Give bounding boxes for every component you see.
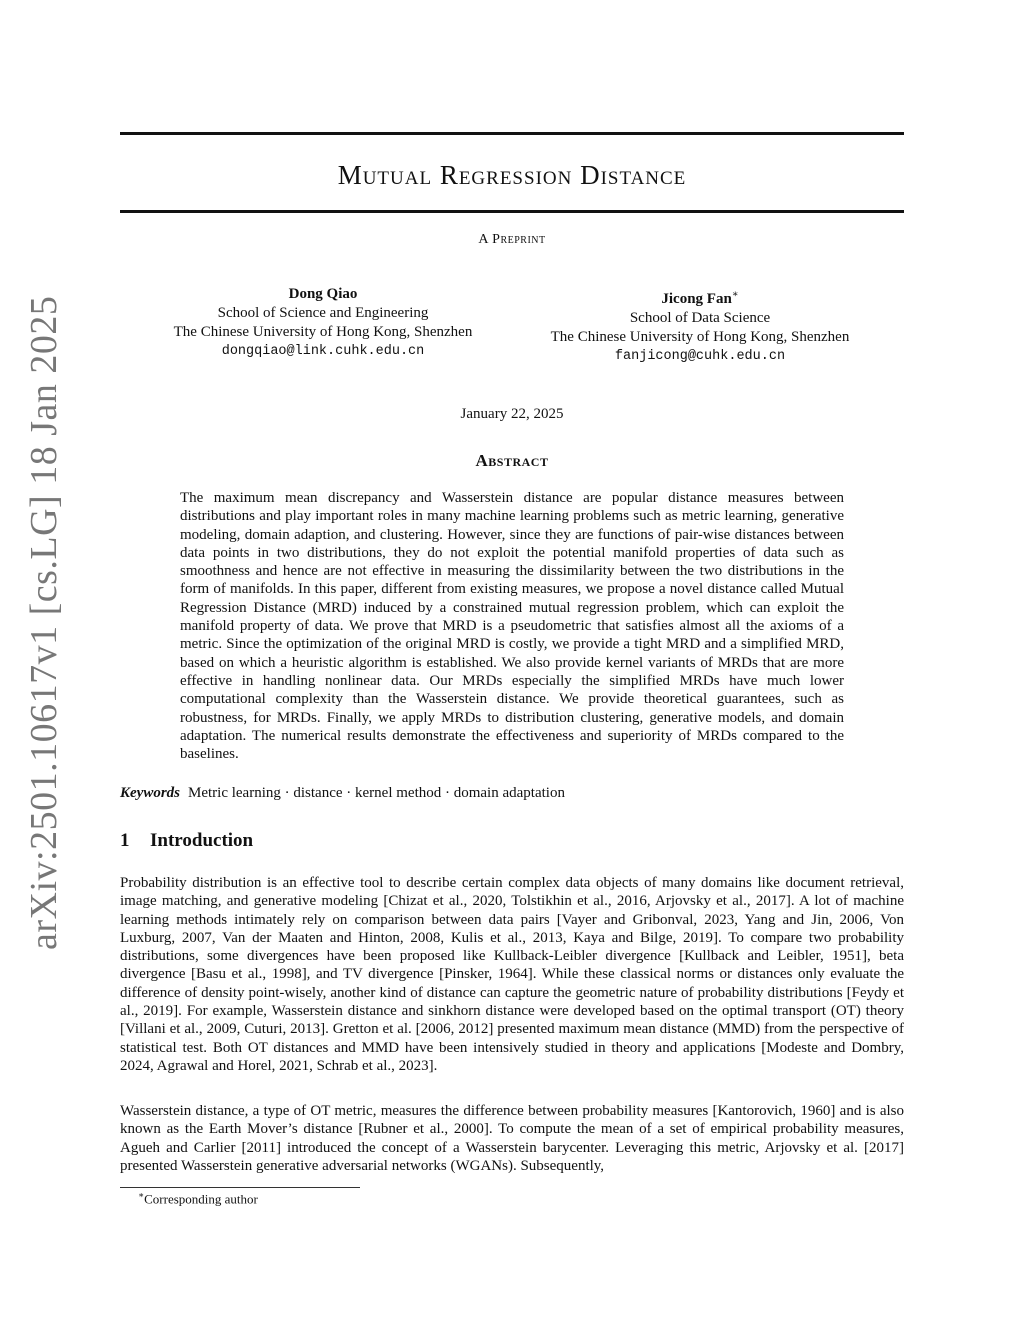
author-affiliation: The Chinese University of Hong Kong, Shenzhen bbox=[550, 329, 850, 345]
footnote-text: Corresponding author bbox=[144, 1191, 258, 1207]
keywords-text: Metric learning · distance · kernel method · domain adaptation bbox=[188, 785, 565, 801]
author-affiliation: The Chinese University of Hong Kong, Shenzhen bbox=[173, 324, 473, 340]
footnote-mark: ∗ bbox=[138, 1190, 145, 1200]
publication-date: January 22, 2025 bbox=[460, 406, 564, 422]
author-name: Jicong Fan bbox=[661, 291, 732, 307]
author-name: Dong Qiao bbox=[288, 286, 358, 302]
footnote-mark[interactable]: ∗ bbox=[731, 289, 739, 300]
title-top-rule bbox=[120, 132, 904, 135]
author-block-1 bbox=[123, 285, 523, 361]
abstract-body: The maximum mean discrepancy and Wasserstein distance are popular distance measures between distributions and play important roles in many machine learning problems such as metric learning, generative modeling, domain adaption, and clustering. However, since they are functions of pair-wise distances between data points in two distributions, they do not exploit the potential manifold properties of data such as smoothness and hence are not effective in measuring the dissimilarity between the two distributions in the form of manifolds. In this paper, different from existing measures, we propose a novel distance called Mutual Regression Distance (MRD) induced by a constrained mutual regression problem, which can exploit the manifold property of data. We prove that MRD is a pseudometric that satisfies almost all the axioms of a metric. Since the optimization of the original MRD is costly, we provide a tight MRD and a simplified MRD, based on which a heuristic algorithm is established. We also provide kernel variants of MRDs that are more effective in handling nonlinear data. Our MRDs especially the simplified MRDs have much lower computational complexity than the Wasserstein distance. We provide theoretical guarantees, such as robustness, for MRDs. Finally, we apply MRDs to distribution clustering, generative models, and domain adaptation. The numerical results demonstrate the effectiveness and superiority of MRDs compared to the baselines. bbox=[180, 490, 844, 763]
author-email[interactable]: dongqiao@link.cuhk.edu.cn bbox=[221, 344, 425, 359]
author-name-line bbox=[500, 285, 900, 309]
author-affiliation: School of Science and Engineering bbox=[217, 305, 429, 321]
section-title: Introduction bbox=[150, 830, 254, 851]
keywords-label: Keywords bbox=[120, 785, 180, 801]
abstract-heading: Abstract bbox=[475, 451, 549, 470]
author-affiliation: School of Data Science bbox=[629, 310, 771, 326]
intro-paragraph-1: Probability distribution is an effective tool to describe certain complex data objects of many domains like document retrieval, image matching, and generative modeling [Chizat et al., 2020, Tolstikhin et al., 2016, Arjovsky et al., 2017]. A lot of machine learning methods intimately rely on comparison between data pairs [Vayer and Gribonval, 2023, Yang and Jin, 2006, Von Luxburg, 2007, Van der Maaten and Hinton, 2008, Kulis et al., 2013, Kaya and Bilge, 2019]. To compare two probability distributions, some divergences have been proposed like Kullback-Leibler divergence [Kullback and Leibler, 1951], beta divergence [Basu et al., 1998], and TV divergence [Pinsker, 1964]. While these classical norms or distances only evaluate the difference of density point-wisely, another kind of distance can capture the geometric nature of probability distributions [Feydy et al., 2019]. For example, Wasserstein distance and sinkhorn distance were developed based on the optimal transport (OT) theory [Villani et al., 2009, Cuturi, 2013]. Gretton et al. [2006, 2012] presented maximum mean distance (MMD) from the perspective of statistical test. Both OT distances and MMD have been intensively studied in theory and applications [Modeste and Dombry, 2024, Agrawal and Horel, 2021, Schrab et al., 2023]. bbox=[120, 875, 904, 1074]
intro-paragraph-2: Wasserstein distance, a type of OT metric, measures the difference between probability measures [Kantorovich, 1960] and is also known as the Earth Mover’s distance [Rubner et al., 2000]. To compute the mean of a set of empirical probability measures, Agueh and Carlier [2011] introduced the concept of a Wasserstein barycenter. Leveraging this metric, Arjovsky et al. [2017] presented Wasserstein generative adversarial networks (WGANs). Subsequently, bbox=[120, 1103, 904, 1174]
author-block-2 bbox=[500, 285, 900, 366]
author-email[interactable]: fanjicong@cuhk.edu.cn bbox=[614, 349, 786, 364]
section-heading bbox=[120, 830, 253, 852]
footnote bbox=[138, 1190, 258, 1207]
title-bottom-rule bbox=[120, 210, 904, 213]
keywords-line bbox=[120, 785, 904, 802]
footnote-rule bbox=[120, 1187, 360, 1188]
preprint-label: A Preprint bbox=[478, 232, 546, 247]
arxiv-stamp: arXiv:2501.10617v1 [cs.LG] 18 Jan 2025 bbox=[23, 295, 65, 950]
paper-title: Mutual Regression Distance bbox=[337, 160, 687, 190]
section-number: 1 bbox=[120, 830, 130, 851]
